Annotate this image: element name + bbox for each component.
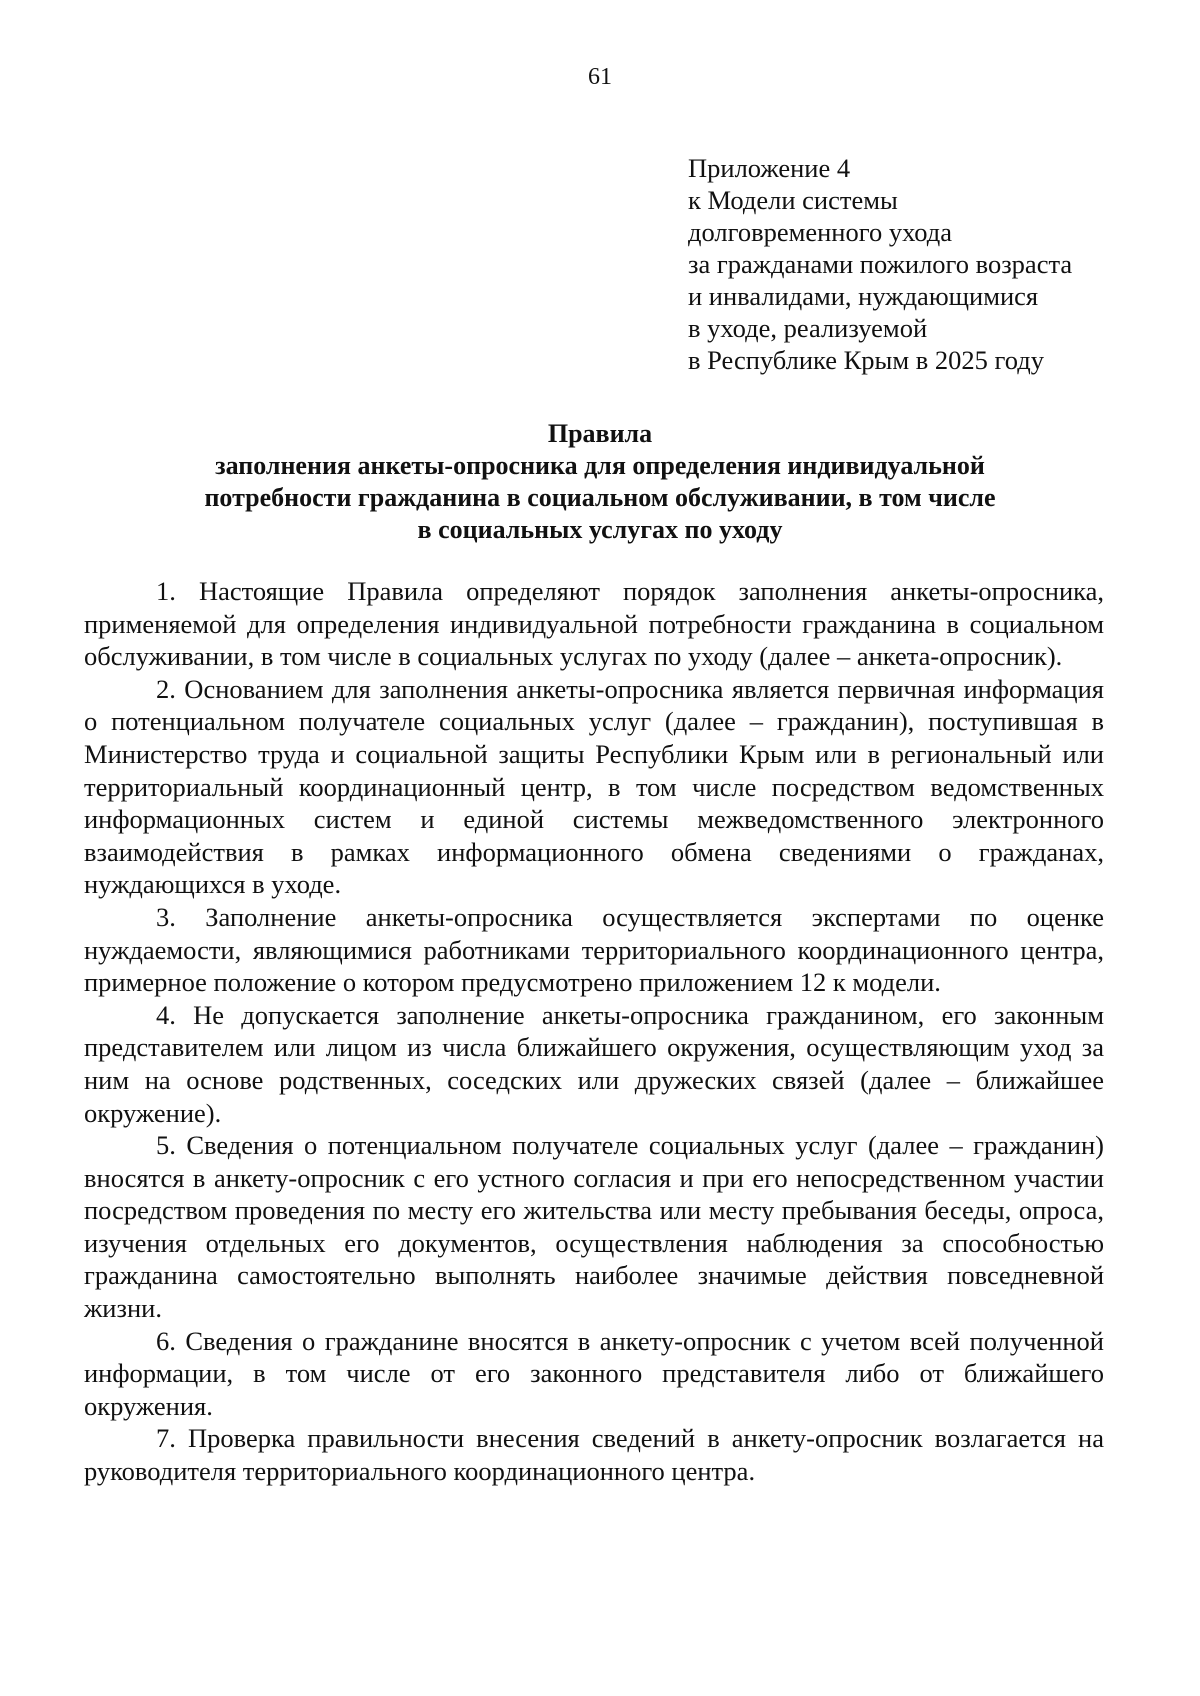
document-title [0, 418, 1200, 546]
appendix-line: за гражданами пожилого возраста [688, 249, 1073, 279]
paragraph-3: 3. Заполнение анкеты-опросника осуществляется экспертами по оценке нуждаемости, являющимися работниками территориального координационного центра, примерное положение о котором предусмотрено приложением 12 к модели. [84, 901, 1104, 998]
appendix-line: в Республике Крым в 2025 году [688, 345, 1044, 375]
paragraph-2: 2. Основанием для заполнения анкеты-опросника является первичная информация о потенциальном получателе социальных услуг (далее – гражданин), поступившая в Министерство труда и социальной защиты Республики Крым или в региональный или территориальный координационный центр, в том числе посредством ведомственных информационных систем и единой системы межведомственного электронного взаимодействия в рамках информационного обмена сведениями о гражданах, нуждающихся в уходе. [84, 673, 1104, 900]
document-body [84, 575, 1104, 1488]
appendix-line: Приложение 4 [688, 153, 851, 183]
appendix-line: в уходе, реализуемой [688, 313, 928, 343]
title-subtitle-line: заполнения анкеты-опросника для определения индивидуальной [215, 451, 985, 480]
title-subtitle-line: в социальных услугах по уходу [417, 515, 783, 544]
page-number: 61 [588, 64, 612, 90]
appendix-line: и инвалидами, нуждающимися [688, 281, 1039, 311]
paragraph-5: 5. Сведения о потенциальном получателе социальных услуг (далее – гражданин) вносятся в анкету-опросник с его устного согласия и при его непосредственном участии посредством проведения по месту его жительства или месту пребывания беседы, опроса, изучения отдельных его документов, осуществления наблюдения за способностью гражданина самостоятельно выполнять наиболее значимые действия повседневной жизни. [84, 1130, 1104, 1324]
title-subtitle-line: потребности гражданина в социальном обслуживании, в том числе [204, 483, 996, 512]
paragraph-1: 1. Настоящие Правила определяют порядок заполнения анкеты-опросника, применяемой для определения индивидуальной потребности гражданина в социальном обслуживании, в том числе в социальных услугах по уходу (далее – анкета-опросник). [84, 576, 1104, 672]
appendix-line: к Модели системы [688, 185, 898, 215]
paragraph-7: 7. Проверка правильности внесения сведений в анкету-опросник возлагается на руководителя территориального координационного центра. [84, 1423, 1104, 1487]
title-heading: Правила [547, 419, 653, 448]
appendix-line: долговременного ухода [688, 217, 953, 247]
paragraph-6: 6. Сведения о гражданине вносятся в анкету-опросник с учетом всей полученной информации, в том числе от его законного представителя либо от ближайшего окружения. [84, 1325, 1104, 1421]
paragraph-4: 4. Не допускается заполнение анкеты-опросника гражданином, его законным представителем или лицом из числа ближайшего окружения, осуществляющим уход за ним на основе родственных, соседских или дружеских связей (далее – ближайшее окружение). [84, 999, 1104, 1128]
appendix-reference [688, 152, 1148, 376]
